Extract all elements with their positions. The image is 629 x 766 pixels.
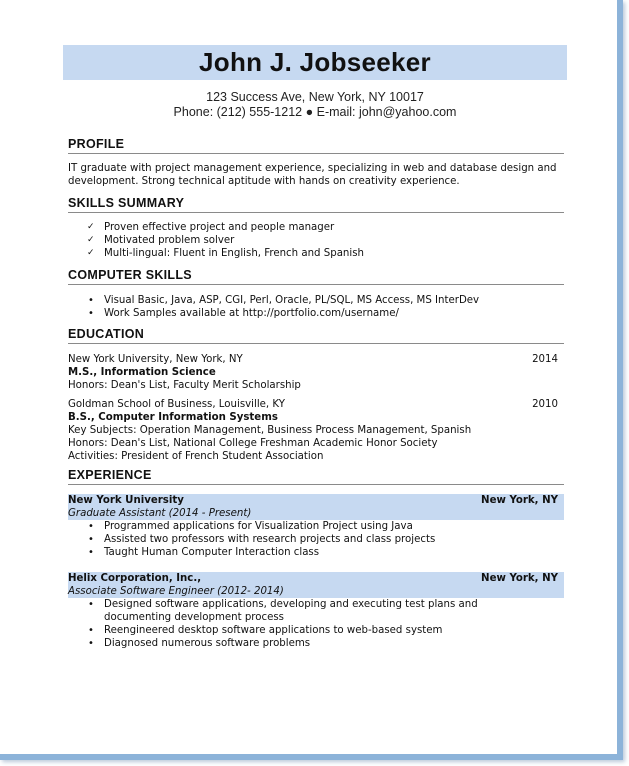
profile-section xyxy=(68,137,564,188)
list-item: • Programmed applications for Visualization Project using Java xyxy=(68,520,564,533)
education-detail: Honors: Dean's List, Faculty Merit Scholarship xyxy=(68,380,301,391)
education-detail: Honors: Dean's List, National College Freshman Academic Honor Society xyxy=(68,438,438,449)
list-item: • Visual Basic, Java, ASP, CGI, Perl, Oracle, PL/SQL, MS Access, MS InterDev xyxy=(68,294,564,307)
education-entry xyxy=(68,353,564,392)
list-item: ✓ Motivated problem solver xyxy=(68,234,564,247)
job-duties xyxy=(68,598,564,650)
list-item: • Reengineered desktop software applications to web-based system xyxy=(68,624,544,637)
list-item: • Diagnosed numerous software problems xyxy=(68,637,544,650)
degree: M.S., Information Science xyxy=(68,367,216,378)
degree: B.S., Computer Information Systems xyxy=(68,412,278,423)
education-heading: EDUCATION xyxy=(68,327,564,344)
school-name: Goldman School of Business, Louisville, KY xyxy=(68,399,285,410)
computer-skills-section xyxy=(68,268,564,320)
name-banner xyxy=(63,45,567,80)
experience-section xyxy=(68,468,564,650)
education-section xyxy=(68,327,564,463)
job-location: New York, NY xyxy=(481,495,558,506)
list-item: • Work Samples available at http://portfolio.com/username/ xyxy=(68,307,564,320)
contact-phone-email: Phone: (212) 555-1212 ● E-mail: john@yahoo.com xyxy=(173,105,457,119)
list-item: • Designed software applications, developing and executing test plans and documenting development process xyxy=(68,598,544,624)
job-role: Graduate Assistant (2014 - Present) xyxy=(68,507,564,520)
computer-skills-heading: COMPUTER SKILLS xyxy=(68,268,564,285)
experience-heading: EXPERIENCE xyxy=(68,468,564,485)
education-detail: Key Subjects: Operation Management, Business Process Management, Spanish xyxy=(68,425,472,436)
job-entry xyxy=(68,572,564,650)
job-role: Associate Software Engineer (2012- 2014) xyxy=(68,585,564,598)
company-name: Helix Corporation, Inc., xyxy=(68,573,202,584)
job-location: New York, NY xyxy=(481,573,558,584)
job-entry xyxy=(68,494,564,559)
profile-text: IT graduate with project management experience, specializing in web and database design and development. Strong technical aptitude with hands on creativity experience. xyxy=(68,163,557,187)
education-entry xyxy=(68,398,564,463)
graduation-year: 2010 xyxy=(532,399,558,410)
graduation-year: 2014 xyxy=(532,354,558,365)
job-header xyxy=(68,494,564,507)
list-item: ✓ Multi-lingual: Fluent in English, French and Spanish xyxy=(68,247,564,260)
skills-heading: SKILLS SUMMARY xyxy=(68,196,564,213)
computer-skills-list xyxy=(68,294,564,320)
applicant-name: John J. Jobseeker xyxy=(199,47,431,77)
list-item: ✓ Proven effective project and people manager xyxy=(68,221,564,234)
education-detail: Activities: President of French Student Association xyxy=(68,451,324,462)
list-item: • Assisted two professors with research projects and class projects xyxy=(68,533,564,546)
job-header xyxy=(68,572,564,585)
skills-list xyxy=(68,221,564,260)
company-name: New York University xyxy=(68,495,184,506)
profile-heading: PROFILE xyxy=(68,137,564,154)
list-item: • Taught Human Computer Interaction class xyxy=(68,546,564,559)
skills-section xyxy=(68,196,564,260)
job-duties xyxy=(68,520,564,559)
school-name: New York University, New York, NY xyxy=(68,354,243,365)
contact-address: 123 Success Ave, New York, NY 10017 xyxy=(206,90,424,104)
